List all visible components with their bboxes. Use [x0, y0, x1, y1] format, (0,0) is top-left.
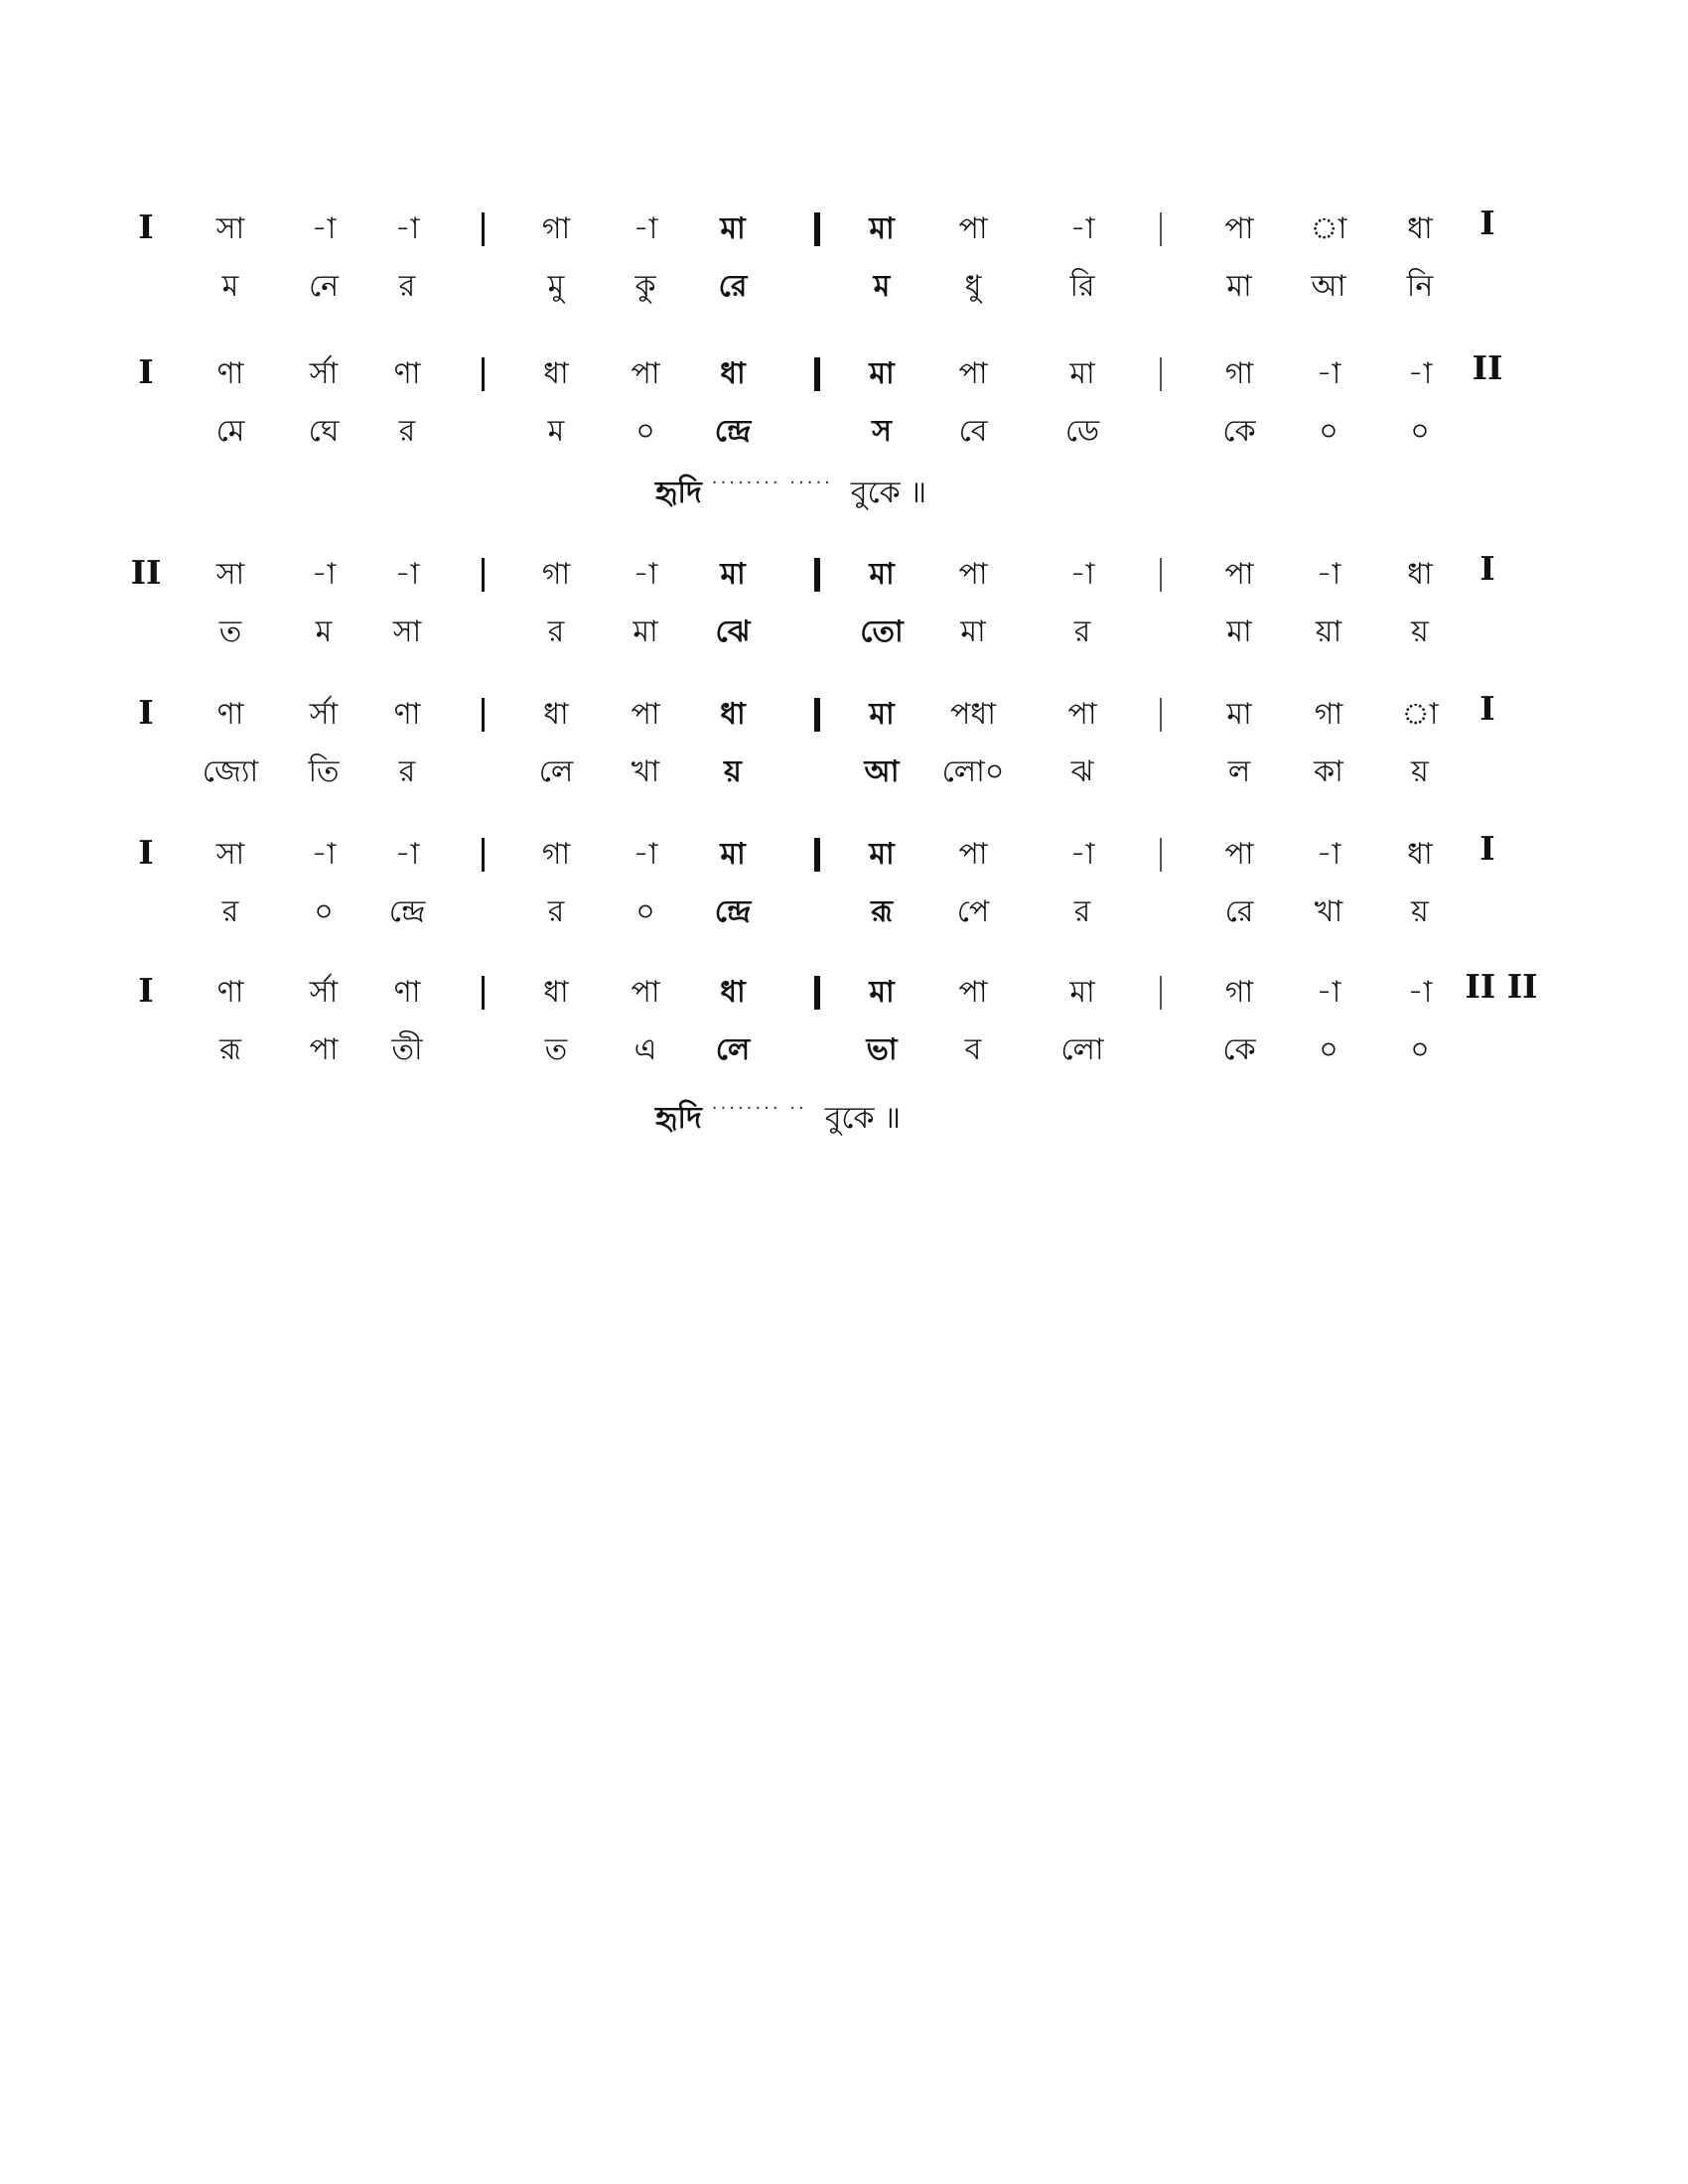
- swara-note: মা: [869, 975, 895, 1010]
- bar-line: [1160, 698, 1162, 732]
- swara-note: র্সা: [309, 356, 339, 391]
- refrain-end: বুকে ॥: [850, 476, 927, 510]
- lyric-syllable: খা: [631, 754, 660, 789]
- swara-note: মা: [720, 557, 746, 592]
- row-end-mark: I: [1479, 829, 1495, 868]
- swara-note: ণা: [393, 356, 421, 391]
- swara-note: র্সা: [309, 697, 339, 732]
- lyric-syllable: ত: [544, 1032, 568, 1067]
- lyric-syllable: ঝে: [715, 614, 751, 649]
- lyric-syllable: আ: [1311, 269, 1346, 304]
- swara-note: -া: [311, 211, 337, 246]
- row-end-mark: II II: [1465, 967, 1538, 1006]
- refrain-start: হৃদি: [655, 476, 702, 510]
- heavy-bar-line: [814, 558, 820, 592]
- lyric-syllable: কু: [634, 269, 656, 304]
- swara-note: সা: [215, 837, 245, 872]
- lyric-syllable: রে: [718, 269, 748, 304]
- swara-note: -া: [1316, 975, 1341, 1010]
- lyric-syllable: কা: [1314, 754, 1343, 789]
- swara-note: া: [1401, 697, 1439, 732]
- swara-note: -া: [1069, 837, 1095, 872]
- lyric-syllable: নি: [1406, 269, 1434, 304]
- swara-note: ণা: [393, 697, 421, 732]
- swara-note: পধা: [950, 697, 996, 732]
- swara-note: ণা: [216, 697, 244, 732]
- lyric-syllable: জ্যো: [202, 754, 259, 789]
- lyric-syllable: তো: [860, 614, 904, 649]
- lyric-syllable: র: [398, 269, 416, 304]
- row-start-mark: I: [138, 207, 154, 246]
- swara-note: -া: [394, 211, 420, 246]
- swara-note: মা: [869, 211, 895, 246]
- swara-note: মা: [869, 837, 895, 872]
- lyric-syllable: য়: [1411, 894, 1429, 929]
- lyric-syllable: বে: [958, 414, 988, 449]
- swara-note: ণা: [216, 975, 244, 1010]
- lyric-syllable: পা: [309, 1032, 339, 1067]
- bar-line: [482, 976, 485, 1010]
- lyric-syllable: সা: [392, 614, 422, 649]
- lyric-syllable: মা: [633, 614, 658, 649]
- swara-note: -া: [311, 837, 337, 872]
- lyric-syllable: ব: [964, 1032, 982, 1067]
- row-start-mark: II: [130, 553, 162, 592]
- lyric-syllable: পে: [956, 894, 990, 929]
- heavy-bar-line: [814, 698, 820, 732]
- row-start-mark: I: [138, 352, 154, 391]
- refrain-end: বুকে ॥: [824, 1101, 901, 1136]
- swara-note: ধা: [1407, 837, 1433, 872]
- swara-note: ণা: [393, 975, 421, 1010]
- swara-note: গা: [1314, 697, 1343, 732]
- refrain-line: [655, 1100, 901, 1134]
- swara-note: পা: [631, 975, 660, 1010]
- lyric-syllable: ০: [635, 894, 655, 929]
- lyric-syllable: স: [872, 414, 892, 449]
- lyric-syllable: লে: [715, 1032, 751, 1067]
- lyric-syllable: ঘে: [308, 414, 340, 449]
- swara-note: পা: [958, 837, 988, 872]
- swara-note: মা: [1069, 975, 1095, 1010]
- row-end-mark: I: [1479, 549, 1495, 588]
- lyric-syllable: মে: [215, 414, 245, 449]
- swara-note: -া: [1069, 557, 1095, 592]
- row-end-mark: II: [1472, 348, 1503, 387]
- lyric-syllable: র: [398, 754, 416, 789]
- row-start-mark: I: [138, 971, 154, 1010]
- lyric-syllable: ল: [1227, 754, 1251, 789]
- bar-line: [1160, 558, 1162, 592]
- swara-note: গা: [1224, 975, 1254, 1010]
- bar-line: [1160, 212, 1162, 246]
- lyric-syllable: মু: [547, 269, 565, 304]
- lyric-syllable: ঝ: [1070, 754, 1094, 789]
- swara-note: মা: [869, 557, 895, 592]
- swara-note: গা: [1224, 356, 1254, 391]
- lyric-syllable: র: [221, 894, 239, 929]
- swara-note: ধা: [543, 697, 569, 732]
- swara-note: -া: [311, 557, 337, 592]
- lyric-syllable: ০: [635, 414, 655, 449]
- swara-note: পা: [1224, 557, 1254, 592]
- swara-note: -া: [1407, 356, 1433, 391]
- swara-note: পা: [958, 211, 988, 246]
- swara-note: মা: [1069, 356, 1095, 391]
- swara-note: -া: [394, 837, 420, 872]
- lyric-syllable: ০: [314, 894, 334, 929]
- swara-note: -া: [1069, 211, 1095, 246]
- lyric-syllable: মা: [960, 614, 986, 649]
- swara-note: ধা: [1407, 557, 1433, 592]
- swara-note: ধা: [720, 356, 746, 391]
- lyric-syllable: ০: [1410, 1032, 1430, 1067]
- bar-line: [482, 838, 485, 872]
- lyric-syllable: তী: [391, 1032, 423, 1067]
- lyric-syllable: ধু: [964, 269, 982, 304]
- swara-note: পা: [631, 356, 660, 391]
- row-end-mark: I: [1479, 689, 1495, 728]
- lyric-syllable: আ: [864, 754, 900, 789]
- lyric-syllable: রূ: [219, 1032, 241, 1067]
- row-start-mark: I: [138, 693, 154, 732]
- swara-note: মা: [1226, 697, 1252, 732]
- bar-line: [1160, 357, 1162, 391]
- bar-line: [482, 212, 485, 246]
- lyric-syllable: মা: [1226, 614, 1252, 649]
- swara-note: পা: [958, 356, 988, 391]
- swara-note: গা: [541, 837, 571, 872]
- lyric-syllable: লে: [538, 754, 574, 789]
- lyric-syllable: ০: [1319, 1032, 1338, 1067]
- swara-note: পা: [1067, 697, 1097, 732]
- lyric-syllable: নে: [308, 269, 340, 304]
- lyric-syllable: ন্দ্রে: [714, 894, 752, 929]
- lyric-syllable: র: [547, 894, 565, 929]
- swara-note: সা: [215, 211, 245, 246]
- swara-note: পা: [631, 697, 660, 732]
- heavy-bar-line: [814, 212, 820, 246]
- lyric-syllable: ম: [873, 269, 891, 304]
- swara-note: -া: [633, 211, 658, 246]
- lyric-syllable: র: [1073, 894, 1091, 929]
- lyric-syllable: ০: [1319, 414, 1338, 449]
- lyric-syllable: য়: [1411, 614, 1429, 649]
- swara-note: -া: [394, 557, 420, 592]
- swara-note: া: [1310, 211, 1347, 246]
- lyric-syllable: র: [1073, 614, 1091, 649]
- lyric-syllable: লো: [1060, 1032, 1104, 1067]
- swara-note: মা: [720, 837, 746, 872]
- refrain-dots: ········ ·····: [711, 473, 833, 493]
- swara-note: মা: [869, 356, 895, 391]
- swara-note: -া: [1316, 557, 1341, 592]
- lyric-syllable: ন্দ্রে: [388, 894, 426, 929]
- heavy-bar-line: [814, 838, 820, 872]
- swara-note: ধা: [543, 356, 569, 391]
- lyric-syllable: ০: [1410, 414, 1430, 449]
- swara-note: ধা: [720, 697, 746, 732]
- swara-note: পা: [958, 557, 988, 592]
- lyric-syllable: ন্দ্রে: [714, 414, 752, 449]
- heavy-bar-line: [814, 976, 820, 1010]
- lyric-syllable: লো০: [941, 754, 1005, 789]
- swara-note: পা: [1224, 211, 1254, 246]
- swara-note: -া: [1407, 975, 1433, 1010]
- swara-note: -া: [1316, 837, 1341, 872]
- lyric-syllable: ম: [221, 269, 239, 304]
- lyric-syllable: রে: [1224, 894, 1254, 929]
- row-end-mark: I: [1479, 204, 1495, 242]
- swara-note: মা: [869, 697, 895, 732]
- lyric-syllable: মা: [1226, 269, 1252, 304]
- swara-note: মা: [720, 211, 746, 246]
- lyric-syllable: য়: [1411, 754, 1429, 789]
- swara-note: গা: [541, 211, 571, 246]
- swara-note: পা: [1224, 837, 1254, 872]
- lyric-syllable: ত: [218, 614, 242, 649]
- refrain-line: [655, 475, 926, 508]
- refrain-dots: ········ ··: [711, 1098, 807, 1119]
- swara-note: -া: [633, 837, 658, 872]
- bar-line: [482, 558, 485, 592]
- lyric-syllable: ডে: [1064, 414, 1100, 449]
- lyric-syllable: এ: [633, 1032, 657, 1067]
- lyric-syllable: য়: [724, 754, 742, 789]
- lyric-syllable: তি: [308, 754, 340, 789]
- swara-note: র্সা: [309, 975, 339, 1010]
- lyric-syllable: রূ: [871, 894, 893, 929]
- swara-note: গা: [541, 557, 571, 592]
- swara-note: সা: [215, 557, 245, 592]
- lyric-syllable: ম: [547, 414, 565, 449]
- lyric-syllable: খা: [1314, 894, 1343, 929]
- heavy-bar-line: [814, 357, 820, 391]
- bar-line: [1160, 838, 1162, 872]
- lyric-syllable: ম: [315, 614, 333, 649]
- swara-note: ধা: [1407, 211, 1433, 246]
- bar-line: [482, 698, 485, 732]
- lyric-syllable: কে: [1222, 1032, 1256, 1067]
- lyric-syllable: রি: [1069, 269, 1095, 304]
- swara-note: -া: [633, 557, 658, 592]
- lyric-syllable: ভা: [866, 1032, 898, 1067]
- refrain-start: হৃদি: [655, 1101, 702, 1136]
- row-start-mark: I: [138, 833, 154, 872]
- lyric-syllable: য়া: [1315, 614, 1342, 649]
- lyric-syllable: র: [398, 414, 416, 449]
- swara-note: ণা: [216, 356, 244, 391]
- lyric-syllable: কে: [1222, 414, 1256, 449]
- swara-note: পা: [958, 975, 988, 1010]
- swara-note: ধা: [720, 975, 746, 1010]
- bar-line: [482, 357, 485, 391]
- swara-note: ধা: [543, 975, 569, 1010]
- lyric-syllable: র: [547, 614, 565, 649]
- bar-line: [1160, 976, 1162, 1010]
- swara-note: -া: [1316, 356, 1341, 391]
